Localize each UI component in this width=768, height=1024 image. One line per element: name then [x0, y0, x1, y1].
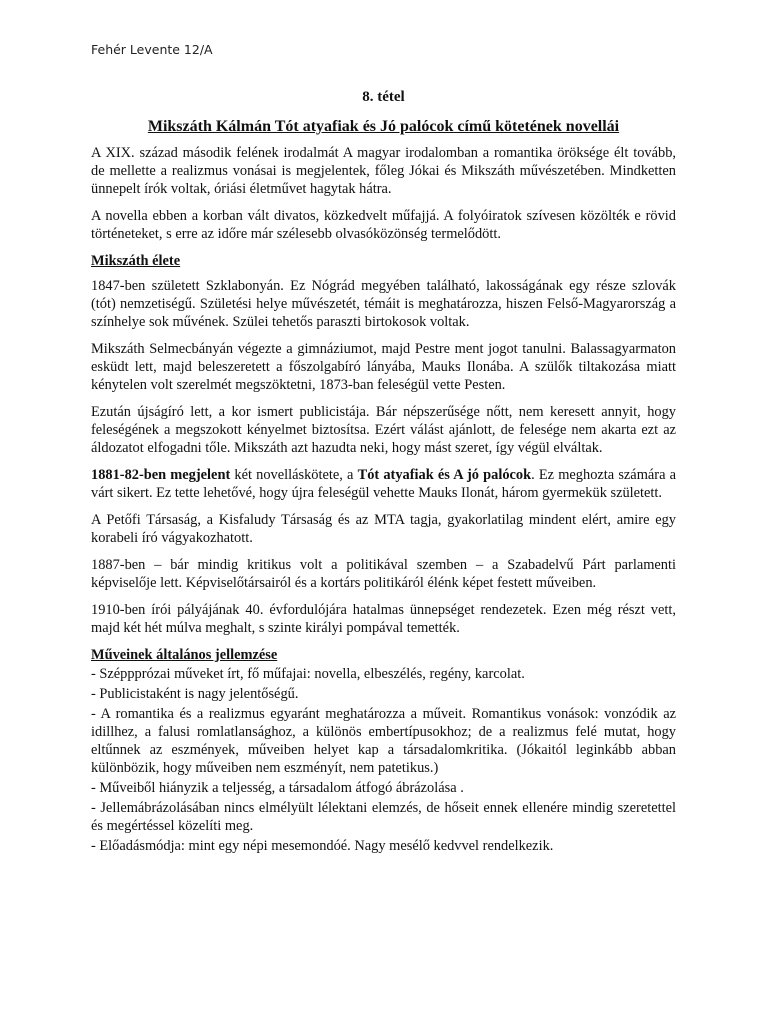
life-paragraph: 1887-ben – bár mindig kritikus volt a politikával szemben – a Szabadelvű Párt parlamenti képviselője lett. Képviselőtársairól és a kortárs politikáról élénk képet festett műveiben. [91, 557, 676, 591]
life-paragraph: Ezután újságíró lett, a kor ismert publicistája. Bár népszerűsége nőtt, nem keresett annyit, hogy feleségének a megszokott kényelmet biztosítsa. Ezért válást ajánlott, de felesége nem akarta ezt az áldozatot elfogadni tőle. Mikszáth azt hazudta neki, hogy mást szeret, így végül elváltak. [91, 404, 676, 456]
bold-book-title: Tót atyafiak és A jó palócok [357, 467, 532, 483]
bold-date-text: 1881-82-ben megjelent [91, 467, 231, 483]
section-heading-life: Mikszáth élete [91, 253, 181, 269]
document-body [91, 88, 676, 857]
works-bullet: - Műveiből hiányzik a teljesség, a társadalom átfogó ábrázolása . [91, 780, 464, 796]
paragraph-text: . Ez meghozta számára a várt sikert. Ez tette lehetővé, hogy újra feleségül vehette Mauks Ilonát, három gyermekük született. [91, 467, 677, 501]
works-bullet: - Előadásmódja: mint egy népi mesemondóé. Nagy mesélő kedvvel rendelkezik. [91, 838, 554, 854]
page-header-author: Fehér Levente 12/A [91, 42, 213, 57]
life-paragraph: Mikszáth Selmecbányán végezte a gimnáziumot, majd Pestre ment jogot tanulni. Balassagyarmaton esküdt lett, majd beleszeretett a főszolgabíró lányába, Mauks Ilonába. A szülők tiltakozása miatt kénytelen volt szerelmét megszöktetni, 1873-ban feleségül vette Pesten. [91, 341, 676, 393]
works-bullet: - Publicistaként is nagy jelentőségű. [91, 686, 299, 702]
works-bullet: - Jellemábrázolásában nincs elmélyült lélektani elemzés, de hőseit ennek ellenére mindig szeretettel és megértéssel közelíti meg. [91, 800, 676, 834]
thesis-number: 8. tétel [362, 89, 405, 105]
life-paragraph-1881 [91, 466, 676, 502]
section-heading-works: Műveinek általános jellemzése [91, 647, 278, 663]
works-bullet: - Széppprózai műveket írt, fő műfajai: novella, elbeszélés, regény, karcolat. [91, 666, 525, 682]
intro-paragraph: A novella ebben a korban vált divatos, közkedvelt műfajjá. A folyóiratok szívesen közölték e rövid történeteket, s erre az időre már szélesebb olvasóközönség termelődött. [91, 208, 676, 242]
document-title: Mikszáth Kálmán Tót atyafiak és Jó palócok című kötetének novellái [147, 118, 620, 135]
life-paragraph: 1847-ben született Szklabonyán. Ez Nógrád megyében található, lakosságának egy része szlovák (tót) nemzetiségű. Születési helye művészetét, témáit is meghatározza, hiszen Felső-Magyarország a színhelye sok művének. Szülei tehetős paraszti birtokosok voltak. [91, 278, 676, 330]
life-paragraph: A Petőfi Társaság, a Kisfaludy Társaság és az MTA tagja, gyakorlatilag mindent elért, amire egy korabeli író vágyakozhatott. [91, 512, 676, 546]
life-paragraph: 1910-ben írói pályájának 40. évfordulójára hatalmas ünnepséget rendezetek. Ezen még részt vett, majd két hét múlva meghalt, s szinte királyi pompával temették. [91, 602, 676, 636]
paragraph-text: két novelláskötete, a [230, 467, 358, 483]
intro-paragraph: A XIX. század második felének irodalmát A magyar irodalomban a romantika öröksége élt tovább, de mellette a realizmus vonásai is megjelentek, főleg Jókai és Mikszáth művészetében. Mindketten ünnepelt írók voltak, óriási életművet hagytak hátra. [91, 145, 676, 197]
works-bullet: - A romantika és a realizmus egyaránt meghatározza a műveit. Romantikus vonások: vonzódik az idillhez, a falusi romlatlansághoz, a különös embertípusokhoz; de a realizmus felé mutat, hogy eltűnnek az eszmények, műveiben helyet kap a társadalomkritika. (Jókaitól leginkább abban különbözik, hogy műveiben nem eszményít, nem patetikus.) [91, 706, 676, 776]
